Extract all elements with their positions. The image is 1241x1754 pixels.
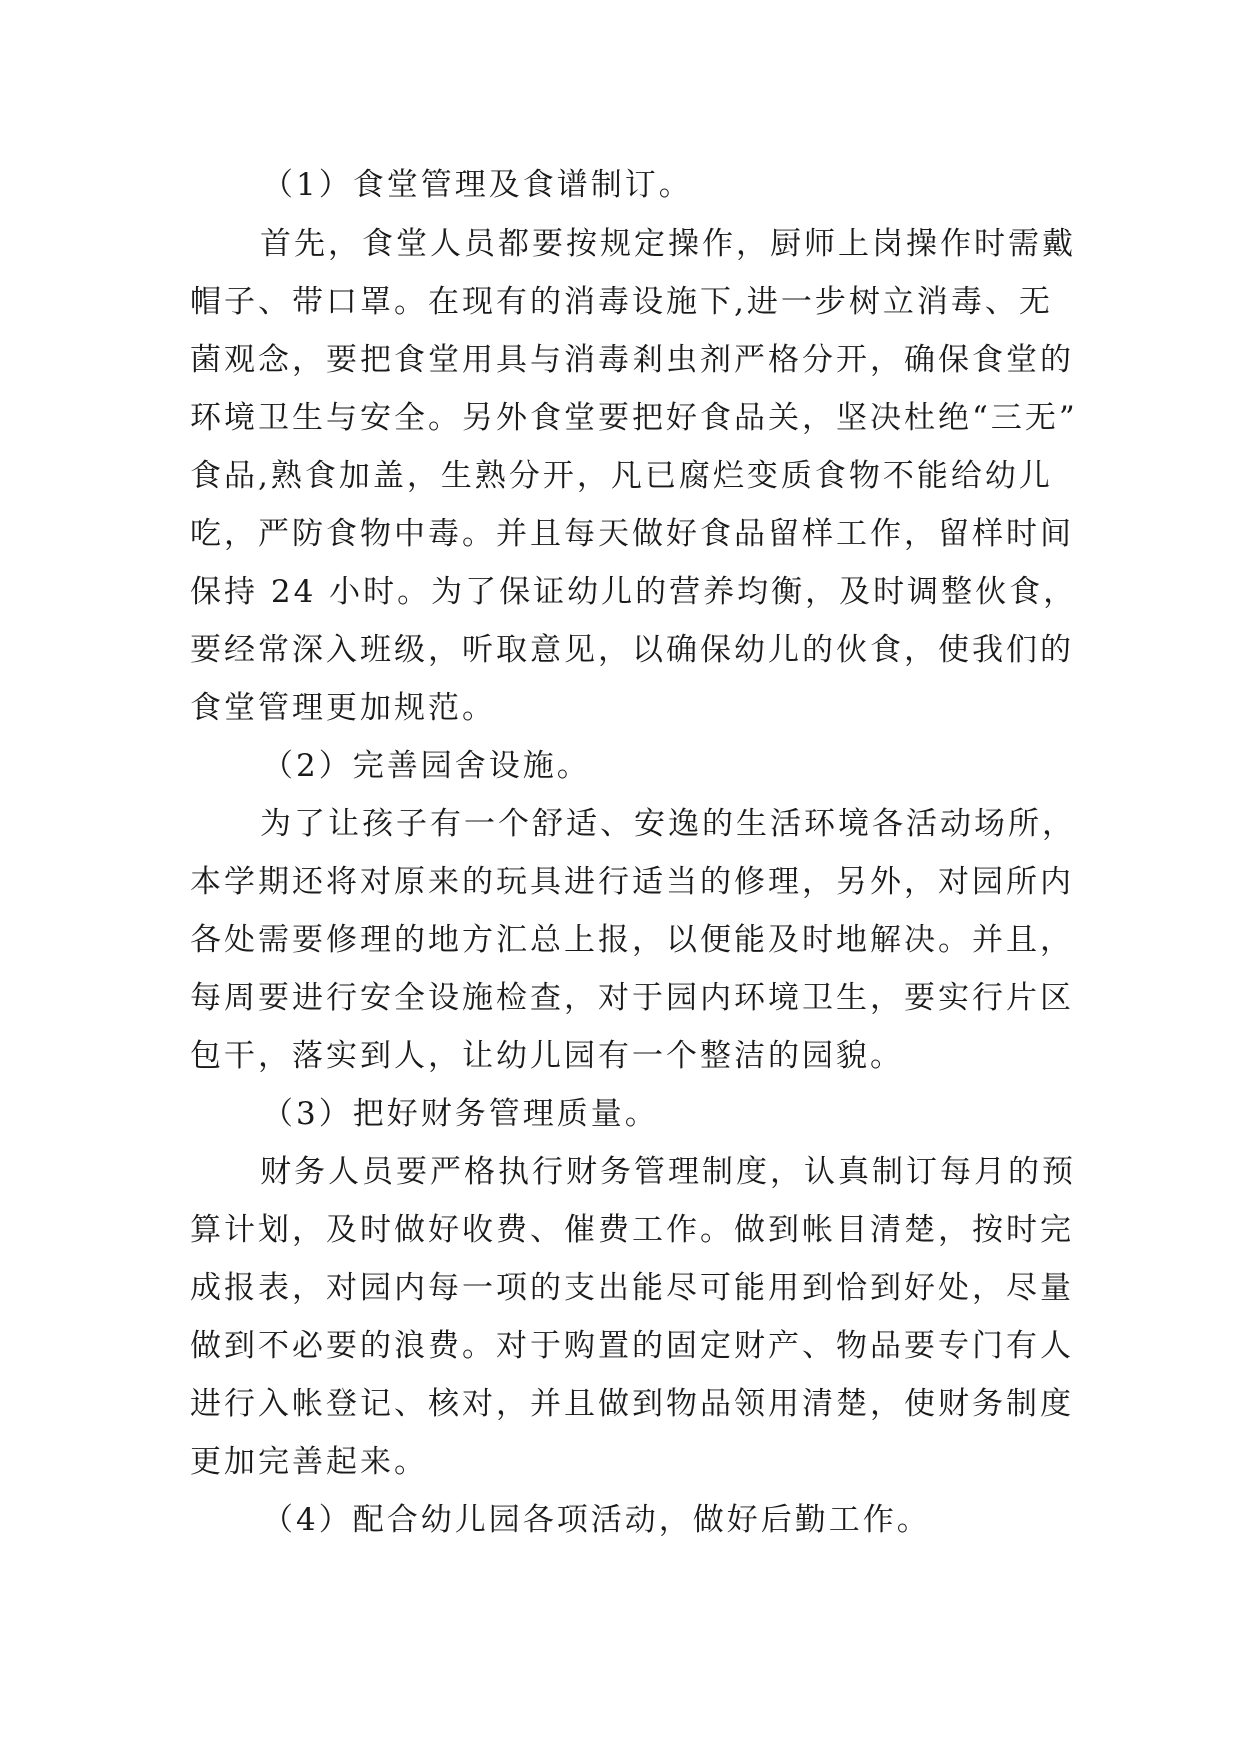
paragraph-line: 成报表，对园内每一项的支出能尽可能用到恰到好处，尽量 <box>190 1270 1074 1306</box>
section-heading-2: （2）完善园舍设施。 <box>262 748 591 784</box>
paragraph-line: 各处需要修理的地方汇总上报，以便能及时地解决。并且， <box>190 922 1074 958</box>
paragraph-line: 首先，食堂人员都要按规定操作，厨师上岗操作时需戴 <box>260 226 1076 262</box>
paragraph-line: 财务人员要严格执行财务管理制度，认真制订每月的预 <box>260 1154 1076 1190</box>
section-heading-3: （3）把好财务管理质量。 <box>262 1096 659 1132</box>
paragraph-line: 菌观念，要把食堂用具与消毒剎虫剂严格分开，确保食堂的 <box>190 342 1074 378</box>
paragraph-line: 为了让孩子有一个舒适、安逸的生活环境各活动场所， <box>260 806 1076 842</box>
section-heading-1: （1）食堂管理及食谱制订。 <box>262 167 693 203</box>
paragraph-line: 环境卫生与安全。另外食堂要把好食品关，坚决杜绝“三无” <box>190 400 1078 436</box>
paragraph-line: 本学期还将对原来的玩具进行适当的修理，另外，对园所内 <box>190 864 1074 900</box>
section-heading-4: （4）配合幼儿园各项活动，做好后勤工作。 <box>262 1502 931 1538</box>
paragraph-line: 做到不必要的浪费。对于购置的固定财产、物品要专门有人 <box>190 1328 1074 1364</box>
paragraph-line: 保持 24 小时。为了保证幼儿的营养均衡，及时调整伙食， <box>190 574 1078 610</box>
paragraph-line: 算计划，及时做好收费、催费工作。做到帐目清楚，按时完 <box>190 1212 1074 1248</box>
paragraph-line: 每周要进行安全设施检查，对于园内环境卫生，要实行片区 <box>190 980 1074 1016</box>
paragraph-line: 帽子、带口罩。在现有的消毒设施下,进一步树立消毒、无 <box>190 284 1053 320</box>
paragraph-line: 要经常深入班级，听取意见，以确保幼儿的伙食，使我们的 <box>190 632 1074 668</box>
paragraph-line: 食品,熟食加盖，生熟分开，凡已腐烂变质食物不能给幼儿 <box>190 458 1053 494</box>
paragraph-line: 吃，严防食物中毒。并且每天做好食品留样工作，留样时间 <box>190 516 1074 552</box>
paragraph-line: 食堂管理更加规范。 <box>190 690 496 726</box>
paragraph-line: 更加完善起来。 <box>190 1444 428 1480</box>
paragraph-line: 进行入帐登记、核对，并且做到物品领用清楚，使财务制度 <box>190 1386 1074 1422</box>
paragraph-line: 包干，落实到人，让幼儿园有一个整洁的园貌。 <box>190 1038 904 1074</box>
